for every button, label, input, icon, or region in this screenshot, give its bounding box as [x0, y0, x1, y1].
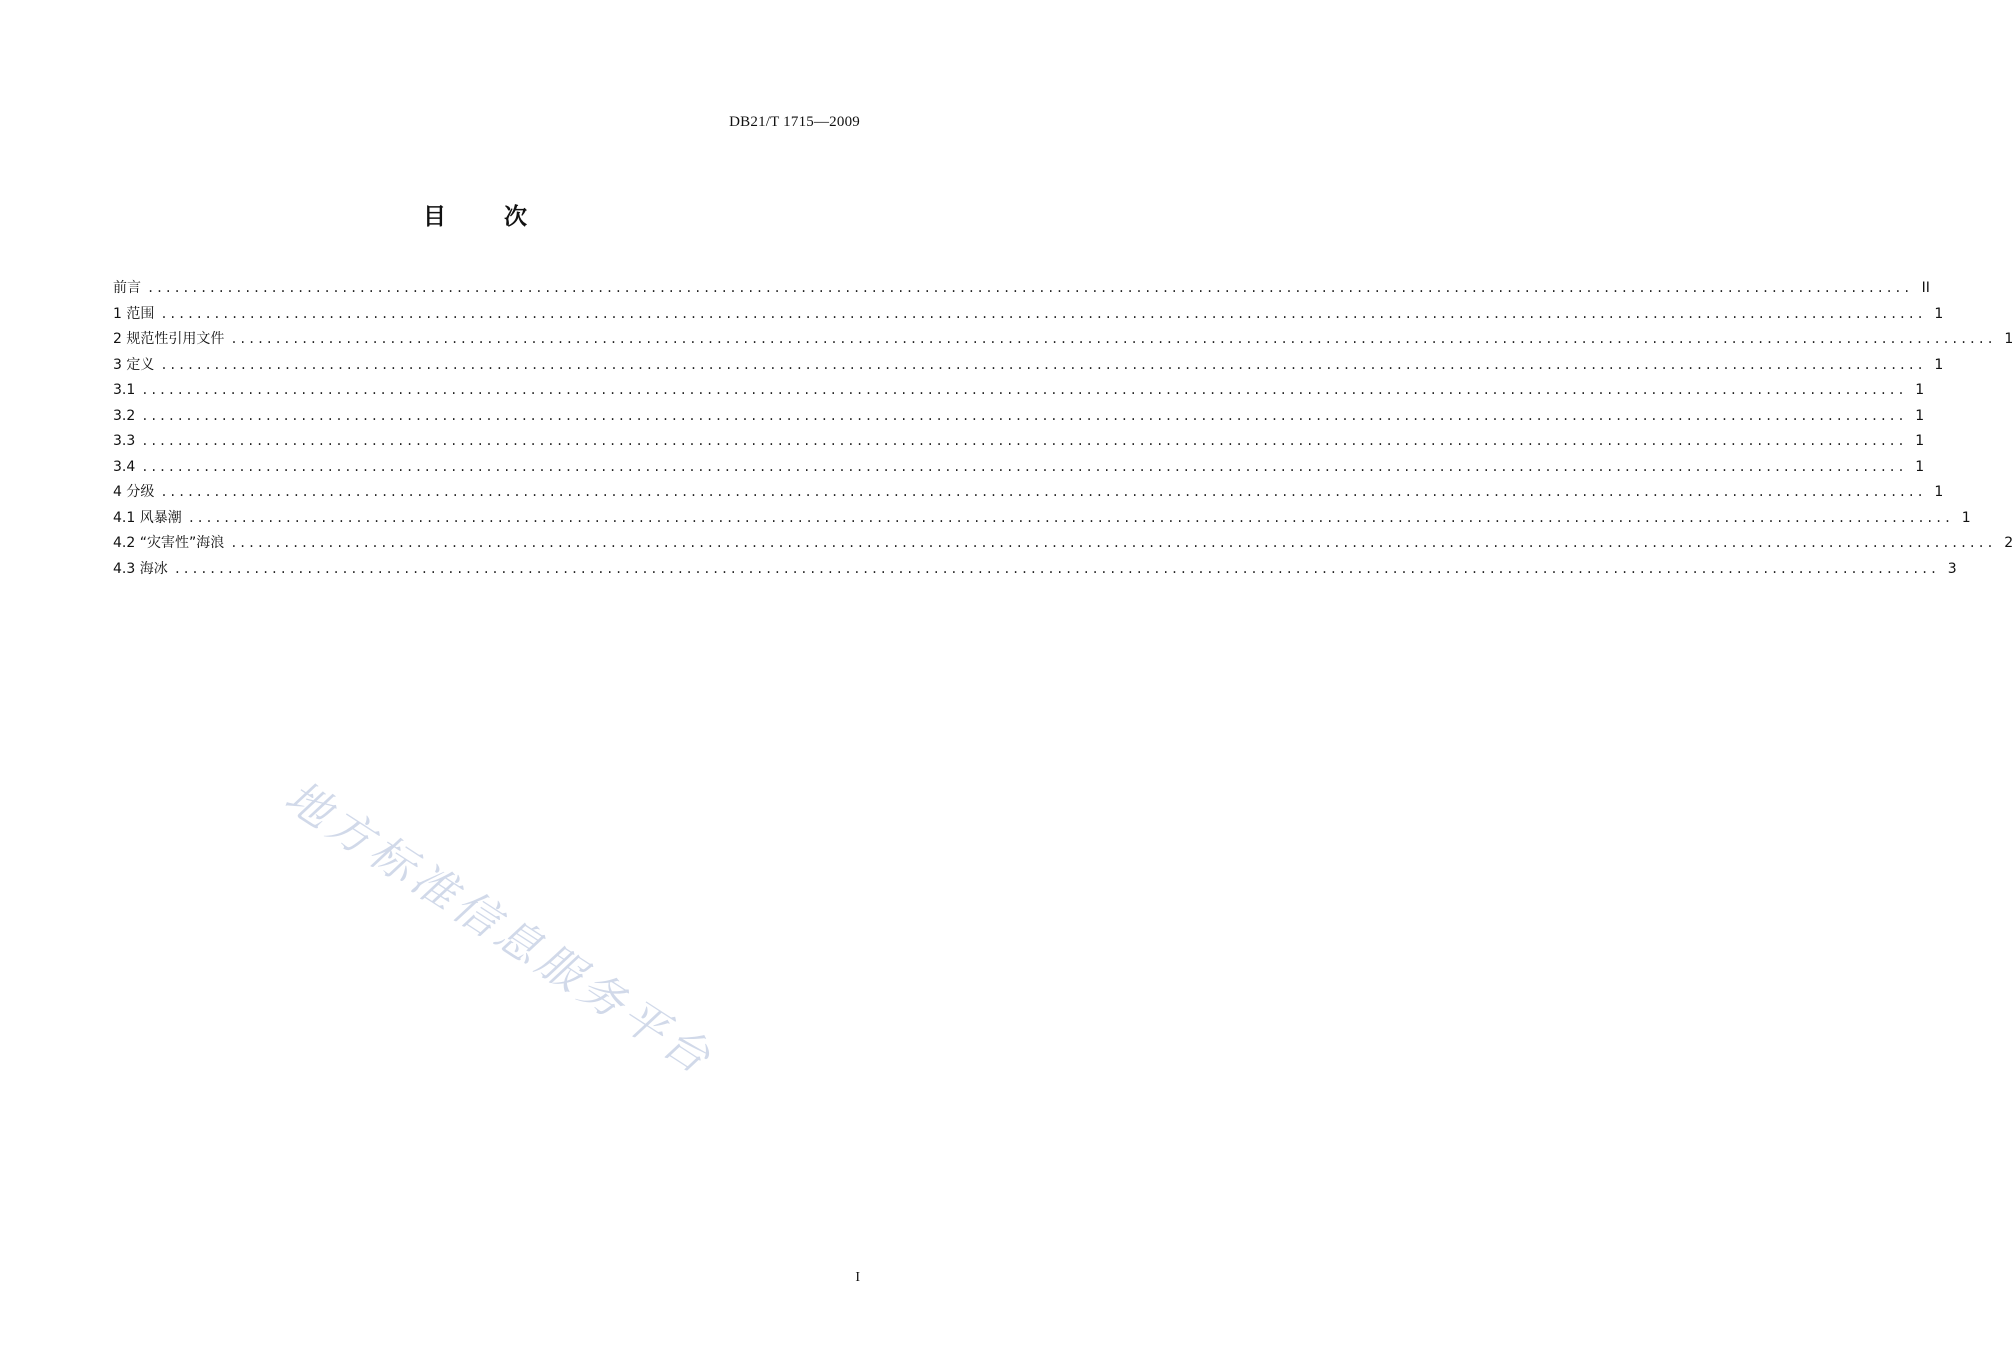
- toc-leader-dots: ........................................................................................................................................................................................................: [141, 434, 1907, 448]
- page-title: [0, 198, 950, 231]
- toc-entry-label: 2 规范性引用文件: [113, 327, 230, 353]
- toc-entry[interactable]: [113, 506, 1971, 532]
- toc-entry[interactable]: [113, 455, 1925, 481]
- toc-entry-page: 1: [1925, 302, 1943, 328]
- toc-entry-page: 1: [1995, 327, 2013, 353]
- toc-entry-label: 3.2: [113, 404, 141, 430]
- table-of-contents: [113, 276, 2013, 582]
- toc-entry[interactable]: [113, 429, 1925, 455]
- toc-leader-dots: ........................................................................................................................................................................................................: [141, 459, 1907, 474]
- toc-entry-label: 3.3: [113, 429, 141, 455]
- toc-entry-page: 3: [1939, 557, 1957, 583]
- toc-entry[interactable]: [113, 378, 1925, 404]
- toc-leader-dots: ........................................................................................................................................................................................................: [173, 561, 1939, 576]
- toc-entry-page: 1: [1906, 404, 1924, 430]
- toc-leader-dots: ........................................................................................................................................................................................................: [141, 383, 1907, 397]
- toc-entry-page: 1: [1925, 353, 1943, 379]
- toc-leader-dots: ........................................................................................................................................................................................................: [160, 485, 1926, 499]
- toc-entry-page: 1: [1953, 506, 1971, 532]
- toc-entry-label: 前言: [113, 276, 147, 302]
- toc-leader-dots: ........................................................................................................................................................................................................: [160, 306, 1926, 321]
- toc-entry-page: 1: [1906, 455, 1924, 481]
- toc-leader-dots: ........................................................................................................................................................................................................: [147, 281, 1912, 295]
- toc-entry-label: 4.2 “灾害性”海浪: [113, 531, 230, 557]
- toc-entry-page: 1: [1906, 378, 1924, 404]
- toc-leader-dots: ........................................................................................................................................................................................................: [141, 408, 1907, 423]
- watermark: 地方标准信息服务平台: [275, 771, 724, 1087]
- toc-entry-label: 4.3 海冰: [113, 557, 174, 583]
- toc-entry[interactable]: [113, 276, 1930, 302]
- toc-entry[interactable]: [113, 327, 2013, 353]
- toc-entry[interactable]: [113, 302, 1944, 328]
- toc-entry-page: 2: [1995, 531, 2013, 557]
- toc-entry-label: 4.1 风暴潮: [113, 506, 188, 532]
- toc-entry[interactable]: [113, 480, 1944, 506]
- toc-leader-dots: ........................................................................................................................................................................................................: [187, 510, 1953, 525]
- toc-entry[interactable]: [113, 353, 1944, 379]
- page-number: I: [855, 1270, 860, 1285]
- toc-entry[interactable]: [113, 531, 2013, 557]
- standard-code: DB21/T 1715—2009: [729, 114, 860, 130]
- toc-leader-dots: ........................................................................................................................................................................................................: [230, 332, 1996, 346]
- toc-entry[interactable]: [113, 557, 1957, 583]
- toc-entry[interactable]: [113, 404, 1925, 430]
- title-char-2: 次: [504, 204, 527, 230]
- toc-entry-page: 1: [1925, 480, 1943, 506]
- toc-entry-label: 4 分级: [113, 480, 160, 506]
- toc-leader-dots: ........................................................................................................................................................................................................: [230, 536, 1996, 550]
- toc-entry-page: II: [1912, 276, 1930, 302]
- toc-entry-page: 1: [1906, 429, 1924, 455]
- toc-entry-label: 3.4: [113, 455, 141, 481]
- toc-entry-label: 3.1: [113, 378, 141, 404]
- toc-entry-label: 3 定义: [113, 353, 160, 379]
- title-char-1: 目: [423, 204, 446, 230]
- toc-leader-dots: ........................................................................................................................................................................................................: [160, 357, 1926, 372]
- toc-entry-label: 1 范围: [113, 302, 160, 328]
